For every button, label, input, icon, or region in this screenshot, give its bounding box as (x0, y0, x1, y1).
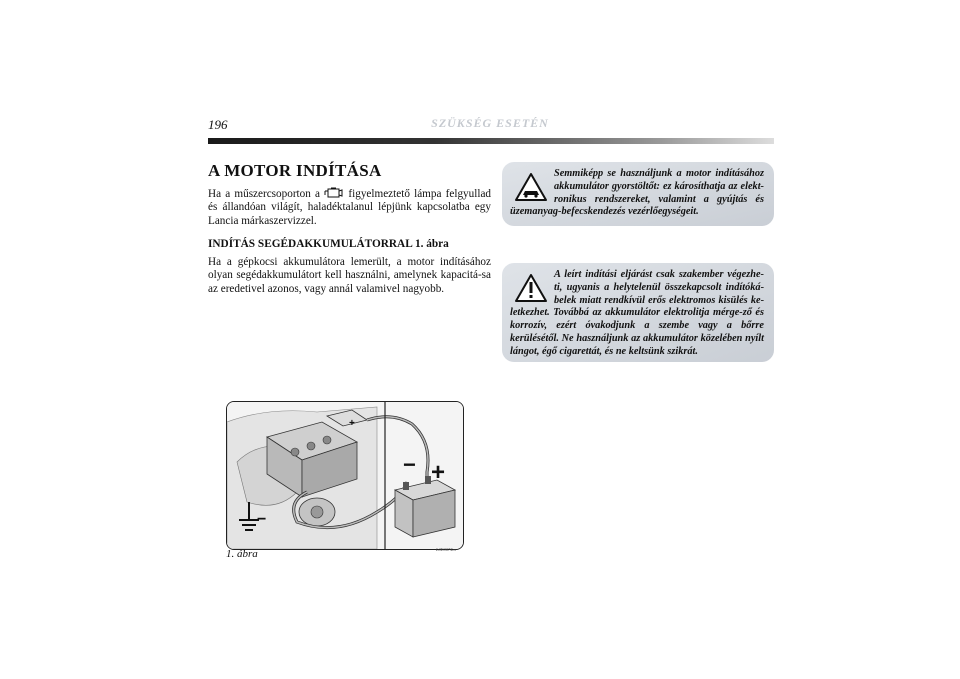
warning-text-danger: A leírt indítási eljárást csak szakember végezhe-ti, ugyanis a helytelenül összekapcsolt indítóká-belek miatt rendkívül erős elektromos kisülés ke-letkezhet. Továbbá az akkumulátor elektrolitja mérge-ző és korrozív, ezért óvakodjunk a szembe vagy a bőrre kerülésétől. Ne használjunk az akkumulátor közelében nyílt lángot, égő cigarettát, és ne keltsünk szikrát. (510, 269, 764, 357)
exclamation-warning-icon (514, 273, 548, 303)
car-battery-plus: + (349, 418, 355, 429)
car-battery-warning-icon (514, 172, 548, 202)
page-number: 196 (208, 117, 228, 132)
ground-minus: − (257, 511, 267, 528)
intro-paragraph (208, 187, 491, 228)
jump-start-illustration (227, 402, 463, 549)
header-rule (208, 138, 774, 144)
engine-warning-icon (324, 187, 344, 199)
figure-caption: 1. ábra (226, 548, 258, 560)
warning-box-danger (502, 263, 774, 362)
aux-battery-minus: − (403, 452, 416, 477)
warning-box-charger (502, 162, 774, 226)
section-title: A MOTOR INDÍTÁSA (208, 161, 382, 180)
aux-battery-plus: + (431, 459, 446, 486)
intro-text-before: Ha a műszercsoporton a (208, 188, 320, 200)
running-title: SZÜKSÉG ESETÉN (431, 116, 549, 130)
jump-start-figure (226, 401, 464, 550)
subsection-title: INDÍTÁS SEGÉDAKKUMULÁTORRAL 1. ábra (208, 238, 449, 250)
figure-code: L0E0074m (436, 547, 456, 552)
warning-text-charger: Semmiképp se használjunk a motor indításához akkumulátor gyorstöltőt: ez károsíthatja az elekt-ronikus rendszereket, valamint a gyújtás és üzemanyag-befecskendezés vezérlőegységeit. (510, 168, 764, 218)
intro-text-after: figyelmeztető lámpa felgyullad és állandóan világít, haladéktalanul lépjünk kapcsolatba egy Lancia márkaszervizzel. (208, 188, 491, 227)
jump-start-paragraph: Ha a gépkocsi akkumulátora lemerült, a motor indításához olyan segédakkumulátort kell használni, amelynek kapacitá-sa az eredetivel azonos, vagy annál valamivel nagyobb. (208, 256, 491, 295)
